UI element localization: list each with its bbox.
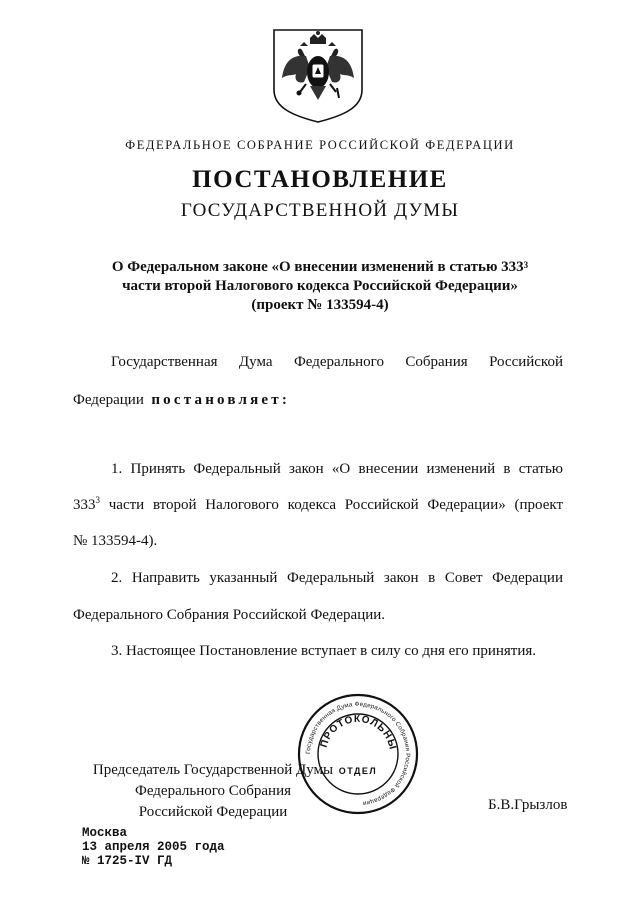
protocol-department-stamp	[296, 692, 420, 816]
decree-word: постановляет:	[151, 392, 291, 408]
item-1-line-1: 1. Принять Федеральный закон «О внесении изменений в статью	[111, 461, 563, 477]
preamble-line-1: Государственная Дума Федерального Собрания Российской	[111, 354, 563, 370]
item-1-line-2: $333^3$ части второй Налогового кодекса Российской Федерации» (проект	[73, 495, 563, 513]
signer-title-line-1: Председатель Государственной Думы	[92, 762, 334, 778]
state-emblem	[272, 28, 364, 124]
document-footer	[82, 826, 225, 868]
svg-text:ОТДЕЛ: ОТДЕЛ	[338, 766, 378, 776]
signer-title-line-2: Федерального Собрания	[134, 783, 292, 799]
svg-text:ПРОТОКОЛЬНЫЙ: ПРОТОКОЛЬНЫ	[318, 713, 398, 752]
document-subject	[60, 258, 580, 315]
item-1-line-3: № 133594-4).	[73, 533, 158, 549]
subject-line-3: (проект № 133594-4)	[251, 297, 389, 313]
superscript: 3	[523, 260, 529, 270]
subject-line-2: части второй Налогового кодекса Российской Федерации»	[122, 278, 518, 294]
signer-name: Б.В.Грызлов	[488, 797, 568, 813]
footer-date: 13 апреля 2005 года	[82, 840, 225, 854]
footer-city: Москва	[82, 826, 128, 840]
item-3: 3. Настоящее Постановление вступает в силу со дня его принятия.	[111, 643, 537, 659]
stamp-seal-icon	[296, 692, 420, 816]
item-2-line-2: Федерального Собрания Российской Федерации.	[73, 607, 386, 623]
document-issuer: ГОСУДАРСТВЕННОЙ ДУМЫ	[180, 200, 460, 221]
svg-text:Государственная Дума Федеральн: Государственная Дума Федерального Собрания Российской Федерации	[304, 700, 412, 807]
subject-line-1: О Федеральном законе «О внесении изменений в статью $333^3$	[111, 259, 529, 275]
footer-number: № 1725-IV ГД	[82, 854, 173, 868]
organization-name: ФЕДЕРАЛЬНОЕ СОБРАНИЕ РОССИЙСКОЙ ФЕДЕРАЦИИ	[125, 138, 515, 152]
preamble-line-2: Федерации постановляет:	[73, 392, 291, 408]
item-2-line-1: 2. Направить указанный Федеральный закон в Совет Федерации	[111, 570, 563, 586]
signer-title-line-3: Российской Федерации	[138, 804, 288, 820]
document-type: ПОСТАНОВЛЕНИЕ	[192, 166, 448, 193]
russian-state-emblem-icon	[272, 28, 364, 124]
